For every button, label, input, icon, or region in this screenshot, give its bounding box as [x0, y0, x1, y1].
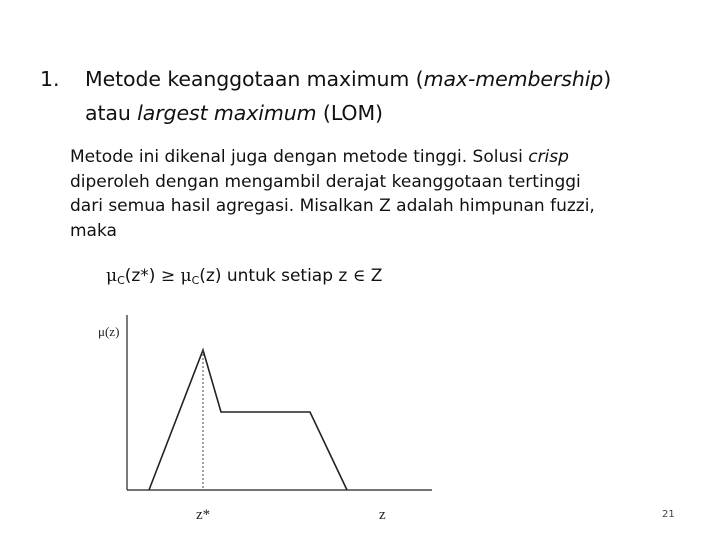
- heading-number: 1.: [40, 67, 60, 91]
- heading-text-a: Metode keanggotaan maximum (: [85, 67, 424, 91]
- heading-emphasis-max-membership: max-membership: [423, 67, 604, 91]
- formula-sub-1: C: [117, 274, 125, 287]
- formula-mu-1: μ: [106, 266, 118, 286]
- heading-line2-a: atau: [85, 101, 138, 125]
- heading-line2-b: (LOM): [316, 101, 383, 125]
- heading-emphasis-largest-maximum: largest maximum: [137, 101, 317, 125]
- formula-arg-1: (z*): [124, 266, 156, 286]
- formula-element-of-symbol: ∈: [352, 266, 366, 286]
- peak-label: z*: [196, 507, 211, 523]
- formula-arg-2: (z) untuk setiap z: [199, 266, 348, 286]
- body-line-4: maka: [70, 220, 117, 241]
- formula-mu-2: μ: [180, 266, 192, 286]
- formula-geq-symbol: ≥: [160, 266, 176, 286]
- formula-set-z: Z: [370, 266, 383, 286]
- heading-text-b: ): [603, 67, 612, 91]
- page-number: 21: [662, 509, 675, 520]
- y-axis-label: μ(z): [98, 324, 120, 339]
- body-line-2: diperoleh dengan mengambil derajat keanggotaan tertinggi: [70, 171, 581, 192]
- body-emphasis-crisp: crisp: [528, 147, 569, 167]
- body-line-1-text: Metode ini dikenal juga dengan metode tinggi. Solusi: [70, 147, 529, 167]
- membership-curve: [149, 350, 347, 490]
- formula-sub-2: C: [191, 274, 200, 287]
- body-line-3: dari semua hasil agregasi. Misalkan Z adalah himpunan fuzzi,: [70, 196, 595, 216]
- x-axis-label: z: [379, 507, 386, 523]
